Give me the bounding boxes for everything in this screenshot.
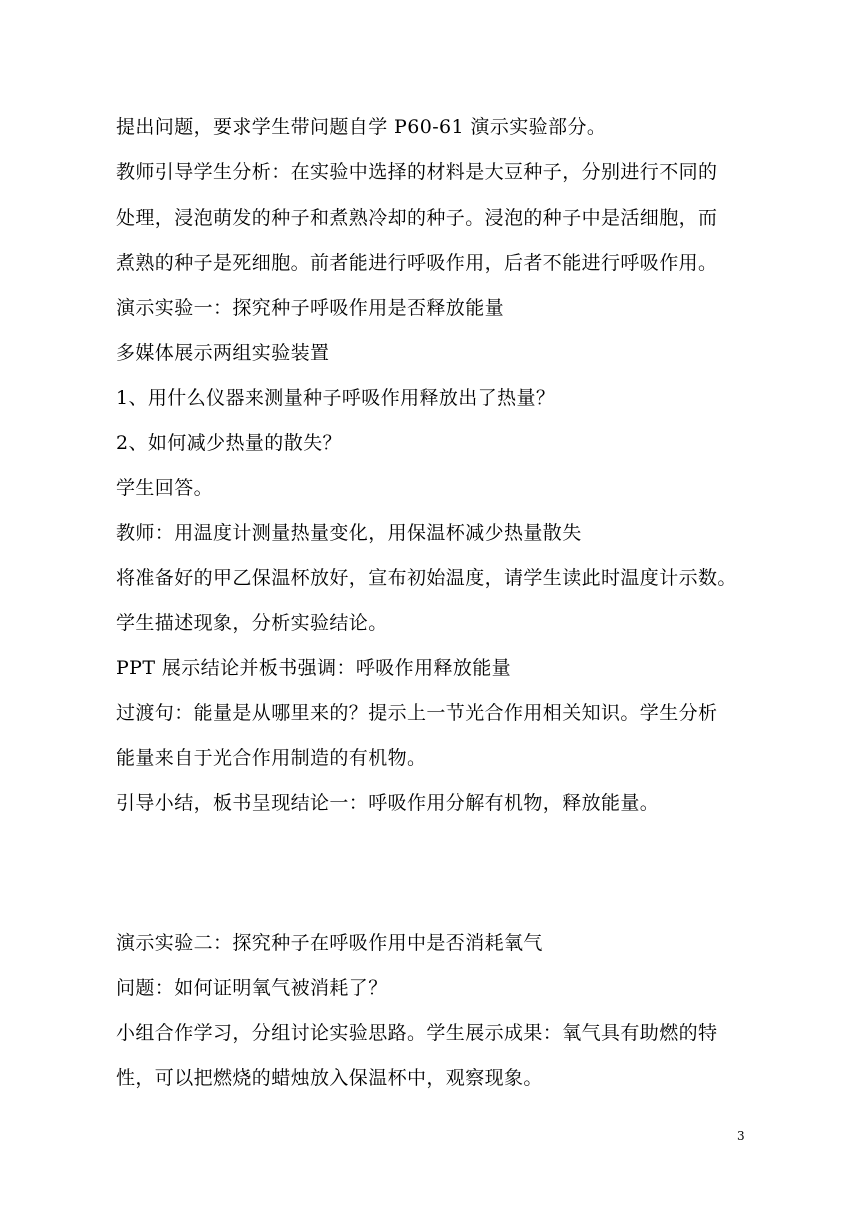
text-line: 小组合作学习，分组讨论实验思路。学生展示成果：氧气具有助燃的特	[116, 1022, 718, 1044]
text-line: 将准备好的甲乙保温杯放好，宣布初始温度，请学生读此时温度计示数。	[116, 567, 737, 589]
text-line: 处理，浸泡萌发的种子和煮熟冷却的种子。浸泡的种子中是活细胞，而	[116, 207, 718, 229]
text-line: 教师：用温度计测量热量变化，用保温杯减少热量散失	[116, 522, 582, 544]
text-line: 1、用什么仪器来测量种子呼吸作用释放出了热量？	[116, 387, 556, 409]
text-line: 煮熟的种子是死细胞。前者能进行呼吸作用，后者不能进行呼吸作用。	[116, 252, 718, 274]
text-line: 学生回答。	[116, 477, 214, 499]
text-line: 学生描述现象，分析实验结论。	[116, 612, 388, 634]
text-line: PPT 展示结论并板书强调：呼吸作用释放能量	[116, 657, 512, 679]
text-line: 性，可以把燃烧的蜡烛放入保温杯中，观察现象。	[116, 1067, 543, 1089]
text-line: 演示实验二：探究种子在呼吸作用中是否消耗氧气	[116, 932, 543, 954]
text-line: 演示实验一：探究种子呼吸作用是否释放能量	[116, 297, 505, 319]
text-line: 提出问题，要求学生带问题自学 P60-61 演示实验部分。	[116, 116, 607, 138]
text-line: 引导小结，板书呈现结论一：呼吸作用分解有机物，释放能量。	[116, 792, 660, 814]
text-line: 2、如何减少热量的散失？	[116, 432, 342, 454]
page-number: 3	[737, 1129, 745, 1143]
text-line: 过渡句：能量是从哪里来的？提示上一节光合作用相关知识。学生分析	[116, 702, 718, 724]
text-line: 能量来自于光合作用制造的有机物。	[116, 747, 427, 769]
text-line: 教师引导学生分析：在实验中选择的材料是大豆种子，分别进行不同的	[116, 161, 718, 183]
text-line: 问题：如何证明氧气被消耗了？	[116, 977, 388, 999]
text-line: 多媒体展示两组实验装置	[116, 342, 330, 364]
